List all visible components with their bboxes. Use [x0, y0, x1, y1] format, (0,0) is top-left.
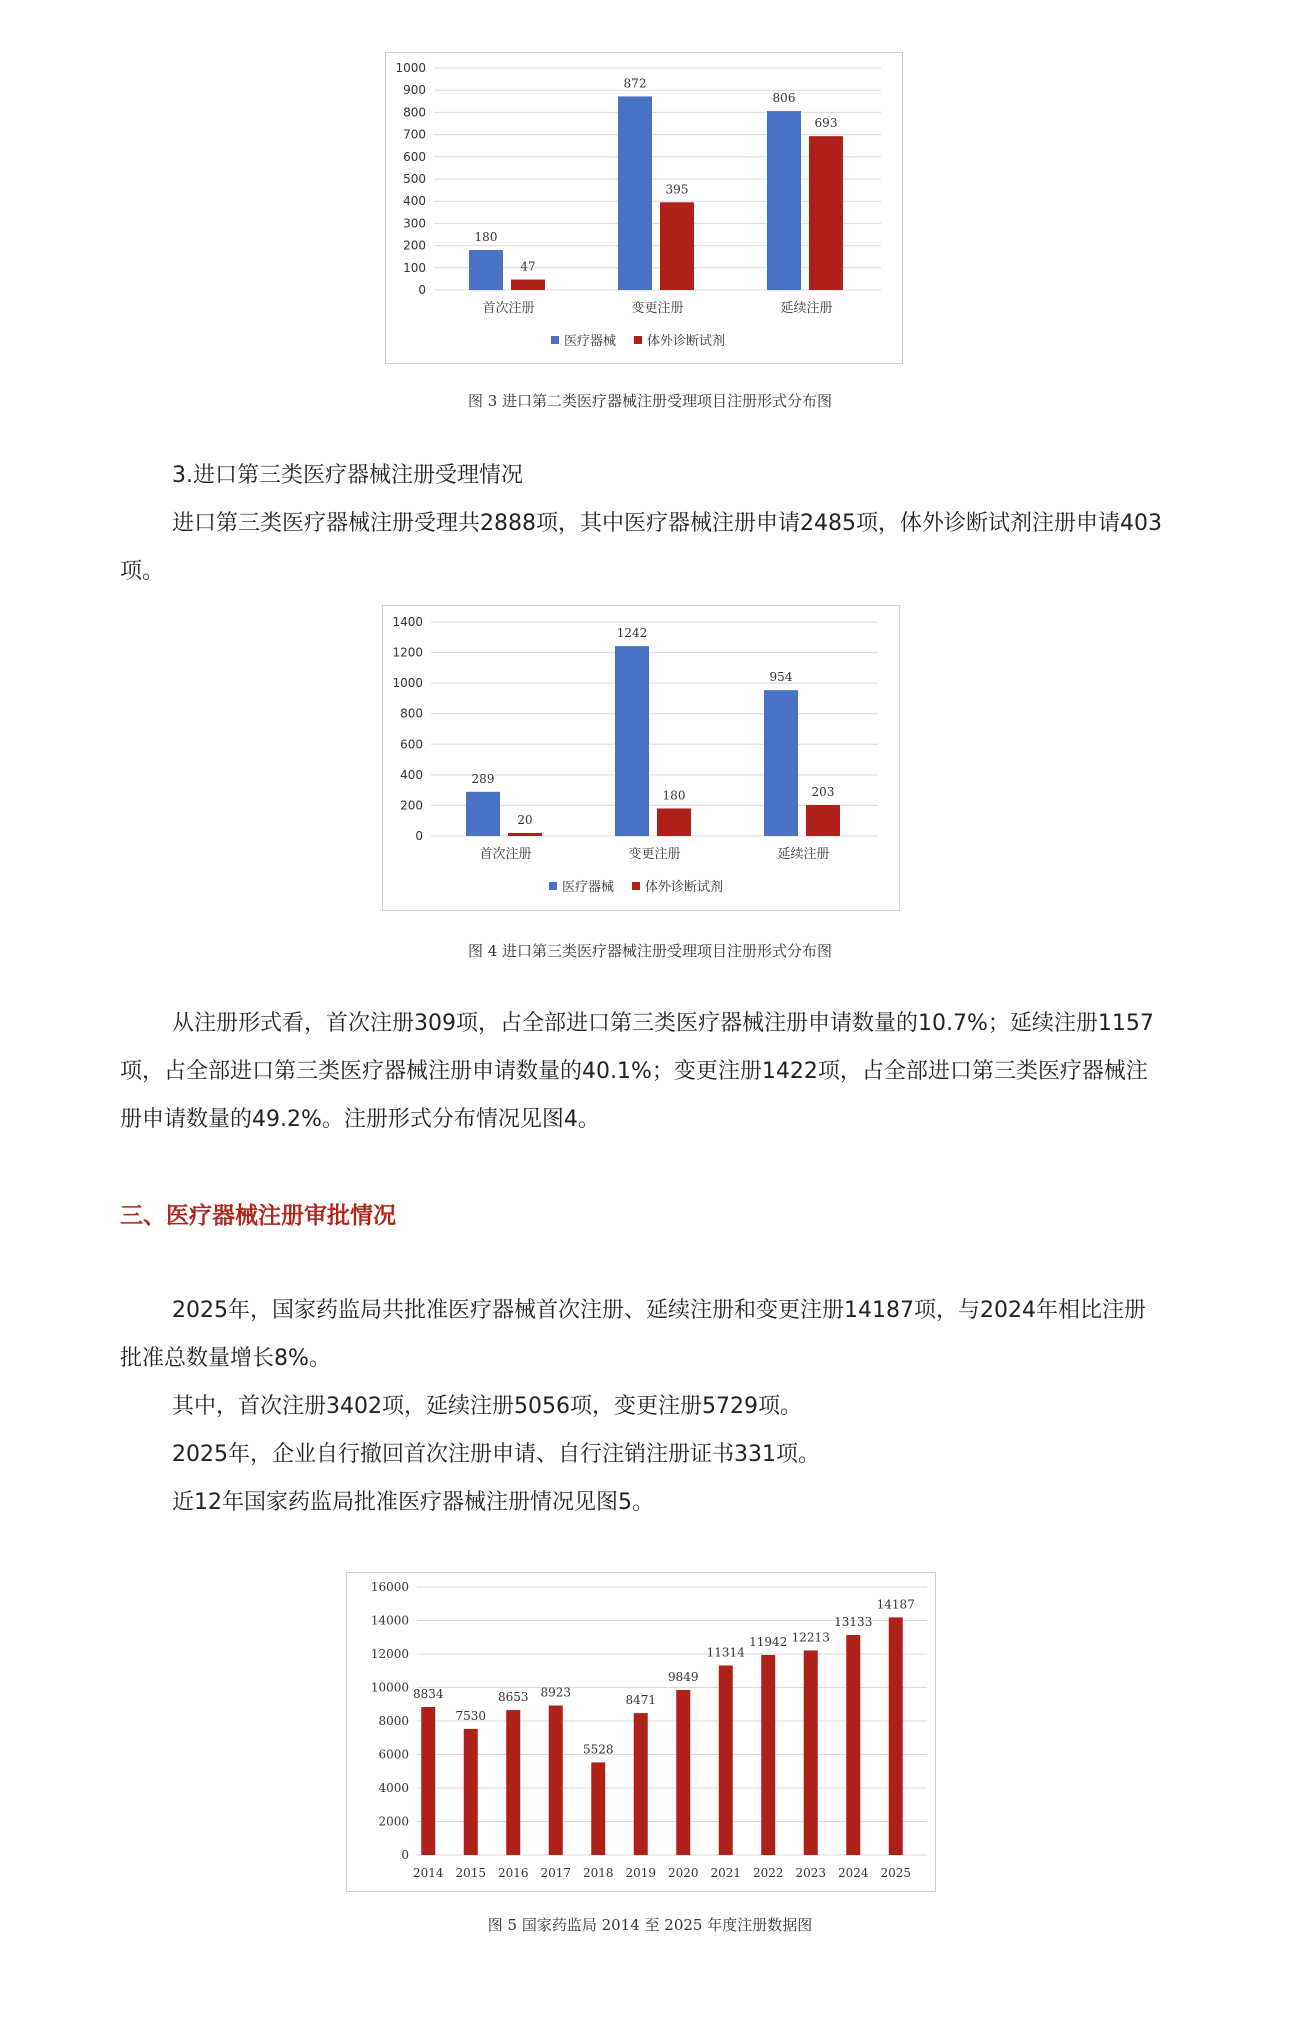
x-category-label: 2015 — [455, 1866, 487, 1880]
x-category-label: 2021 — [710, 1866, 742, 1880]
bar-value-label: 12213 — [791, 1630, 830, 1645]
y-tick-label: 700 — [403, 127, 426, 142]
x-category-label: 首次注册 — [479, 847, 532, 862]
x-category-label: 变更注册 — [631, 301, 684, 316]
bar-value-label: 14187 — [876, 1597, 915, 1612]
legend-swatch — [549, 882, 557, 890]
figure-4-chart — [382, 605, 900, 911]
paragraph-breakdown — [120, 1383, 1165, 1431]
bar — [464, 1729, 478, 1855]
x-category-label: 2016 — [497, 1866, 529, 1880]
y-tick-label: 14000 — [370, 1613, 409, 1628]
section-title: 三、医疗器械注册审批情况 — [120, 1203, 396, 1229]
legend-swatch — [551, 336, 559, 344]
y-tick-label: 6000 — [378, 1747, 409, 1762]
paragraph-breakdown-text: 其中，首次注册3402项，延续注册5056项，变更注册5729项。 — [172, 1394, 802, 1419]
bar-value-label: 11942 — [749, 1634, 788, 1649]
legend-label: 体外诊断试剂 — [647, 334, 726, 349]
bar-value-label: 954 — [769, 670, 793, 685]
x-category-label: 2024 — [837, 1866, 869, 1880]
bar-value-label: 693 — [814, 116, 838, 131]
y-tick-label: 500 — [403, 172, 426, 186]
bar — [719, 1665, 733, 1855]
x-category-label: 2022 — [752, 1866, 784, 1880]
paragraph-fig5-text: 近12年国家药监局批准医疗器械注册情况见图5。 — [172, 1490, 654, 1515]
bar-value-label: 8653 — [497, 1690, 529, 1705]
paragraph-figure5-reference — [120, 1479, 1165, 1527]
y-tick-label: 16000 — [370, 1580, 409, 1594]
bar-value-label: 8923 — [540, 1685, 572, 1700]
bar-value-label: 20 — [517, 812, 533, 827]
bar-value-label: 5528 — [582, 1742, 614, 1757]
bar-value-label: 180 — [474, 230, 498, 245]
bar — [657, 808, 691, 836]
x-category-label: 变更注册 — [628, 847, 681, 862]
x-category-label: 延续注册 — [777, 847, 830, 862]
x-category-label: 2023 — [795, 1866, 827, 1880]
bar-value-label: 395 — [665, 182, 689, 197]
bar — [618, 96, 652, 290]
bar — [469, 250, 503, 290]
legend-label: 体外诊断试剂 — [645, 880, 724, 895]
y-tick-label: 900 — [403, 83, 426, 98]
bar — [506, 1710, 520, 1855]
y-tick-label: 10000 — [370, 1680, 409, 1695]
x-category-label: 2018 — [582, 1866, 614, 1880]
bar — [767, 111, 801, 290]
y-tick-label: 200 — [400, 798, 423, 813]
bar-value-label: 9849 — [667, 1670, 699, 1685]
legend-label: 医疗器械 — [562, 880, 615, 895]
legend-swatch — [634, 336, 642, 344]
y-tick-label: 800 — [400, 706, 423, 721]
y-tick-label: 400 — [403, 194, 426, 209]
bar-value-label: 11314 — [706, 1645, 745, 1660]
bar — [761, 1655, 775, 1855]
bar — [806, 805, 840, 836]
bar-value-label: 289 — [471, 771, 495, 786]
paragraph-withdraw-text: 2025年，企业自行撤回首次注册申请、自行注销注册证书331项。 — [172, 1442, 820, 1467]
figure-3-chart — [385, 52, 903, 364]
y-tick-label: 300 — [403, 216, 426, 231]
figure-5-caption: 图 5 国家药监局 2014 至 2025 年度注册数据图 — [487, 1916, 813, 1934]
paragraph-acceptance — [120, 500, 1165, 596]
bar-value-label: 47 — [520, 259, 536, 274]
bar — [889, 1617, 903, 1855]
y-tick-label: 600 — [403, 149, 426, 164]
bar-value-label: 7530 — [455, 1708, 487, 1723]
bar — [634, 1713, 648, 1855]
y-tick-label: 400 — [400, 767, 423, 782]
figure-4-caption: 图 4 进口第三类医疗器械注册受理项目注册形式分布图 — [467, 942, 833, 960]
bar-value-label: 8471 — [625, 1693, 657, 1708]
bar-value-label: 8834 — [412, 1687, 444, 1702]
y-tick-label: 0 — [401, 1848, 409, 1862]
bar — [466, 792, 500, 836]
bar — [764, 690, 798, 836]
y-tick-label: 0 — [415, 829, 423, 843]
bar — [660, 202, 694, 290]
bar-value-label: 180 — [662, 788, 686, 803]
x-category-label: 2019 — [625, 1866, 657, 1880]
bar — [846, 1635, 860, 1855]
bar — [549, 1706, 563, 1855]
paragraph-acceptance-text: 进口第三类医疗器械注册受理共2888项，其中医疗器械注册申请2485项，体外诊断试剂注册申请403项。 — [120, 511, 1162, 584]
paragraph-forms — [120, 1000, 1165, 1144]
subheading-text: 3.进口第三类医疗器械注册受理情况 — [172, 463, 523, 488]
y-tick-label: 1200 — [392, 645, 423, 660]
x-category-label: 首次注册 — [482, 301, 535, 316]
bar-value-label: 806 — [772, 91, 796, 106]
y-tick-label: 800 — [403, 105, 426, 120]
bar — [421, 1707, 435, 1855]
bar — [511, 280, 545, 290]
bar — [676, 1690, 690, 1855]
x-category-label: 延续注册 — [780, 301, 833, 316]
y-tick-label: 0 — [418, 283, 426, 297]
bar — [615, 646, 649, 836]
figure-5-chart — [346, 1572, 936, 1892]
paragraph-withdraw — [120, 1431, 1165, 1479]
y-tick-label: 8000 — [378, 1714, 409, 1728]
legend-swatch — [632, 882, 640, 890]
x-category-label: 2020 — [667, 1866, 699, 1880]
bar — [591, 1762, 605, 1855]
x-category-label: 2017 — [540, 1866, 572, 1880]
figure-3-caption: 图 3 进口第二类医疗器械注册受理项目注册形式分布图 — [467, 392, 833, 410]
y-tick-label: 1000 — [392, 676, 423, 691]
y-tick-label: 12000 — [370, 1647, 409, 1661]
x-category-label: 2014 — [412, 1866, 444, 1880]
figure-4-svg — [383, 606, 901, 912]
y-tick-label: 200 — [403, 238, 426, 253]
bar-value-label: 203 — [811, 784, 835, 799]
bar-value-label: 872 — [623, 76, 647, 91]
bar — [804, 1650, 818, 1855]
bar-value-label: 1242 — [616, 626, 648, 641]
subheading-import-class3 — [120, 452, 1165, 500]
paragraph-forms-text: 从注册形式看，首次注册309项，占全部进口第三类医疗器械注册申请数量的10.7%；延续注册1157项，占全部进口第三类医疗器械注册申请数量的40.1%；变更注册1422项，占全部进口第三类医疗器械注册申请数量的49.2%。注册形式分布情况见图4。 — [120, 1011, 1154, 1132]
figure-5-svg — [347, 1573, 937, 1893]
y-tick-label: 1400 — [392, 615, 423, 629]
paragraph-2025-text: 2025年，国家药监局共批准医疗器械首次注册、延续注册和变更注册14187项，与2024年相比注册批准总数量增长8%。 — [120, 1298, 1146, 1371]
y-tick-label: 4000 — [378, 1781, 409, 1795]
y-tick-label: 1000 — [395, 61, 426, 75]
y-tick-label: 100 — [403, 260, 426, 275]
legend-label: 医疗器械 — [564, 334, 617, 349]
bar — [809, 136, 843, 290]
x-category-label: 2025 — [880, 1866, 912, 1880]
y-tick-label: 600 — [400, 737, 423, 752]
figure-3-svg — [386, 53, 904, 365]
paragraph-2025-approvals — [120, 1287, 1165, 1383]
bar — [508, 833, 542, 836]
bar-value-label: 13133 — [834, 1615, 873, 1630]
y-tick-label: 2000 — [378, 1814, 409, 1829]
